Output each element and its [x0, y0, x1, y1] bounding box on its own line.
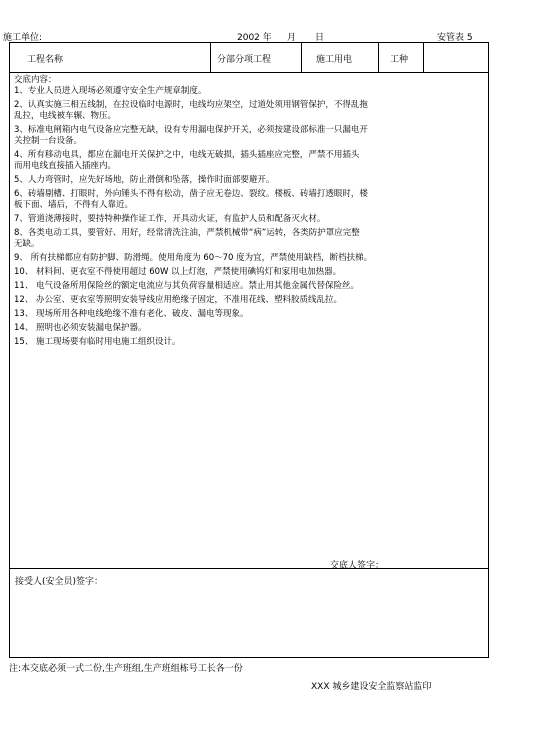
content-line: 4、所有移动电具，都应在漏电开关保护之中，电线无破损，插头插座应完整，严禁不用插头 [14, 150, 360, 160]
year-label: 2002 年 [237, 33, 272, 43]
divider [10, 72, 488, 73]
content-line: 乱拉，电线被车辗、物压。 [14, 111, 117, 121]
content-line: 5、人力弯管时，应先好场地，防止滑倒和坠落，操作时面部要避开。 [14, 175, 275, 185]
footer-note: 注:本交底必须一式二份,生产班组,生产班组栋号工长各一份 [9, 664, 243, 674]
subproject-label: 分部分项工程 [217, 55, 272, 65]
content-line: 12、 办公室、更衣室等照明安装导线应用绝缘子固定，不准用花线、塑料胶质线乱拉。 [14, 295, 343, 305]
divider [378, 43, 379, 72]
briefing-content [14, 75, 484, 348]
content-line: 关控制一台设备。 [14, 136, 83, 146]
content-line: 10、 材料间、更衣室不得使用超过 60W 以上灯泡，严禁使用碘钨灯和家用电加热器。 [14, 267, 342, 277]
content-line: 而用电线直接插入插座内。 [14, 161, 117, 171]
content-line: 14、 照明也必须安装漏电保护器。 [14, 323, 147, 333]
day-label: 日 [315, 33, 325, 43]
project-name-label: 工程名称 [27, 55, 64, 65]
receiver-signature-label: 接受人(安全员)签字： [15, 577, 104, 587]
construction-unit-label: 施工单位: [3, 33, 43, 43]
content-line: 9、 所有扶梯都应有防护脚、防滑绳。使用角度为 60～70 度为宜，严禁使用缺档，断档扶梯。 [14, 253, 373, 263]
form-code: 安管表 5 [437, 33, 473, 43]
content-line: 板下面、墙后，不得有人靠近。 [14, 200, 134, 210]
divider [10, 568, 488, 569]
content-line: 7、管道浇薄接时，要持特种操作证工作，开具动火证，有监护人员和配备灭火材。 [14, 214, 326, 224]
divider [301, 43, 302, 72]
content-line: 6、砖墙剔槽、打眼时，外向锤头不得有松动，凿子应无卷边、裂纹。楼板、砖墙打透眼时，楼 [14, 189, 368, 199]
content-line: 无缺。 [14, 239, 40, 249]
content-line: 2、认真实施三相五线制，在拉设临时电源时，电线均应架空，过道处须用钢管保护，不得乱拖 [14, 100, 368, 110]
content-title: 交底内容： [14, 75, 57, 85]
content-line: 13、 现场所用各种电线绝缘不准有老化、破皮、漏电等现象。 [14, 309, 249, 319]
content-line: 11、 电气设备所用保险丝的额定电流应与其负荷容量相适应。禁止用其他金属代替保险丝。 [14, 281, 360, 291]
supervision-stamp: XXX 城乡建设安全监察站监印 [311, 682, 432, 692]
divider [423, 43, 424, 72]
divider [210, 43, 211, 72]
briefing-table [9, 42, 489, 658]
content-line: 3、标准电闸箱内电气设备应完整无缺，设有专用漏电保护开关，必须按建设部标准一只漏电开 [14, 125, 368, 135]
content-line: 1、专业人员进入现场必须遵守安全生产规章制度。 [14, 86, 207, 96]
month-label: 月 [287, 33, 297, 43]
trade-label: 工种 [390, 55, 409, 65]
content-line: 15、 施工现场要有临时用电施工组织设计。 [14, 337, 181, 347]
briefer-signature-label: 交底人签字： [330, 561, 385, 571]
construction-electricity-label: 施工用电 [316, 55, 353, 65]
content-line: 8、各类电动工具，要管好、用好，经常清洗注油，严禁机械带“病”运转，各类防护罩应完整 [14, 228, 360, 238]
